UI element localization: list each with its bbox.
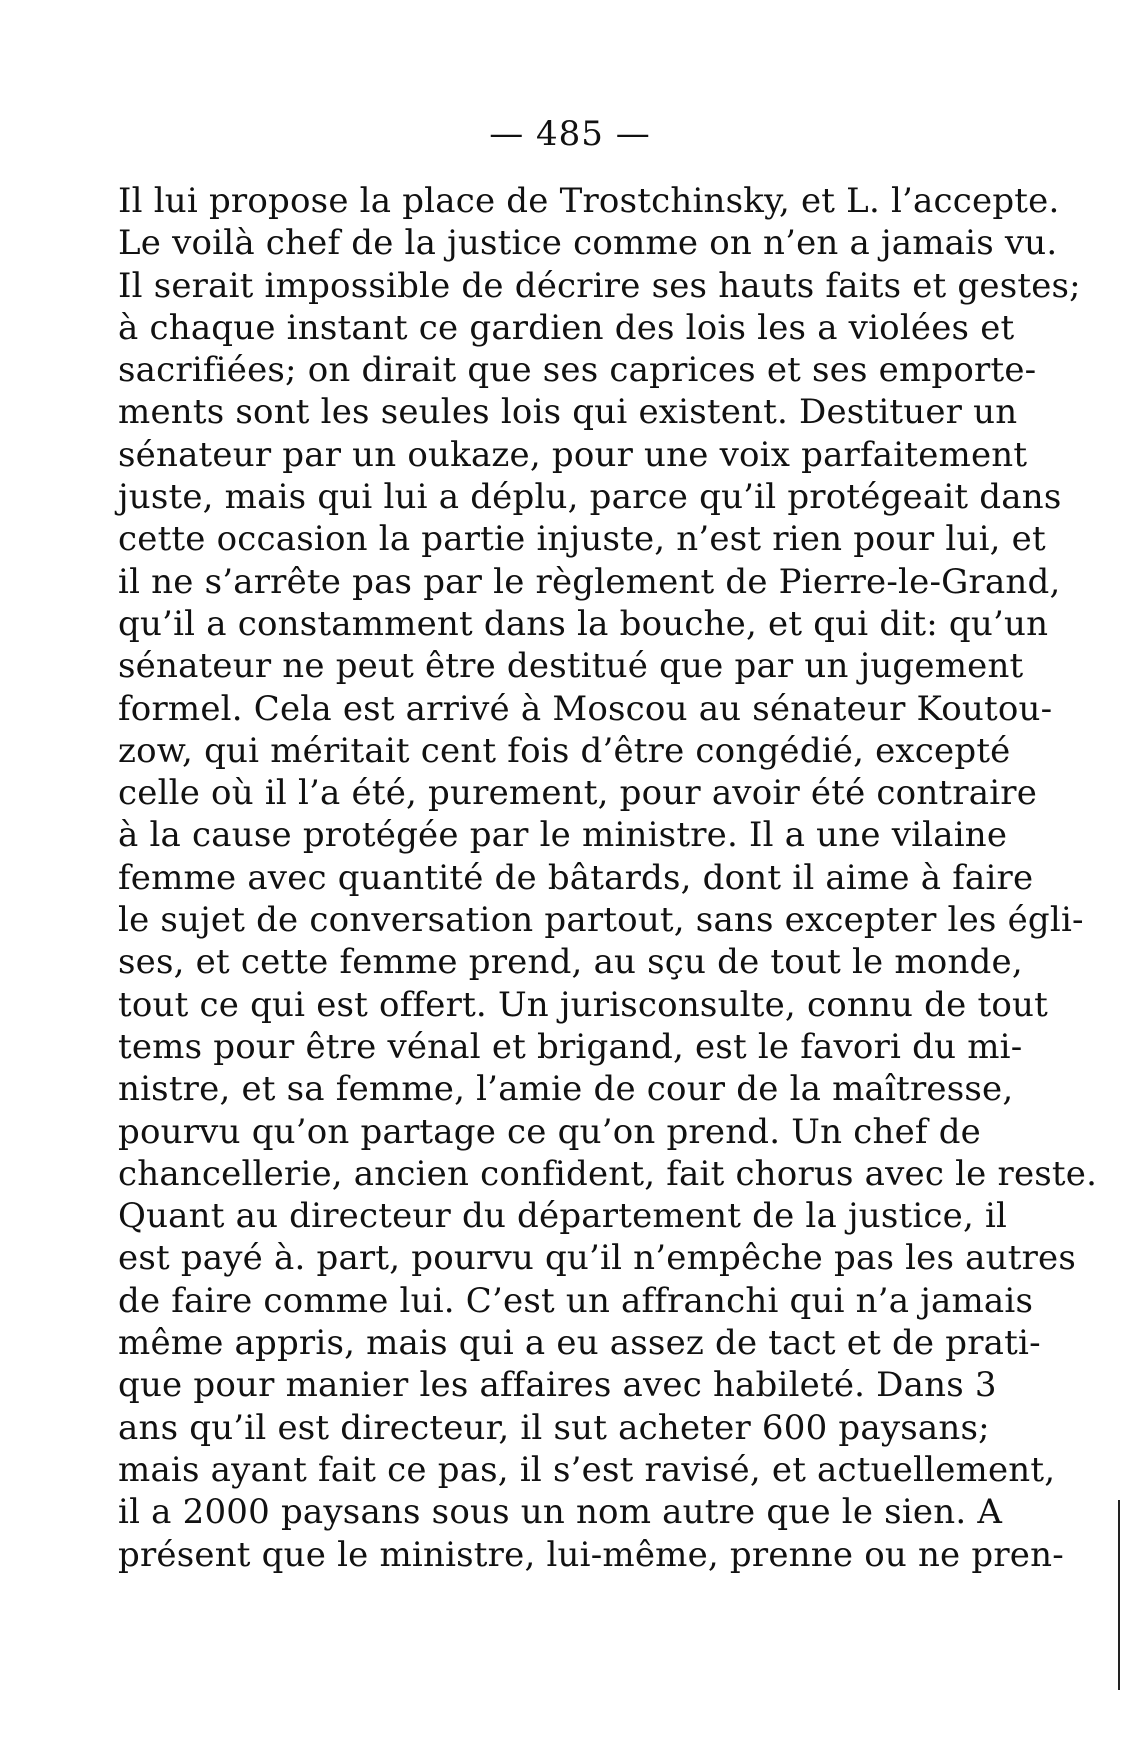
text-line: celle où il l’a été, purement, pour avoir été contraire <box>118 773 1038 814</box>
text-line: tout ce qui est offert. Un jurisconsulte, connu de tout <box>118 984 1048 1025</box>
text-line: ments sont les seules lois qui existent. Destituer un <box>118 392 1018 433</box>
text-line: Il lui propose la place de Trostchinsky, et L. l’accepte. <box>118 181 1060 221</box>
text-line: de faire comme lui. C’est un affranchi qui n’a jamais <box>118 1280 1034 1321</box>
text-line: femme avec quantité de bâtards, dont il aime à faire <box>118 857 1034 898</box>
text-line: chancellerie, ancien confident, fait chorus avec le reste. <box>118 1153 1098 1194</box>
text-line: qu’il a constamment dans la bouche, et qui dit: qu’un <box>118 603 1049 644</box>
text-line: sacrifiées; on dirait que ses caprices et ses emporte- <box>118 350 1037 391</box>
text-line: cette occasion la partie injuste, n’est rien pour lui, et <box>118 519 1046 560</box>
text-line: il a 2000 paysans sous un nom autre que le sien. A <box>118 1492 1003 1533</box>
text-line: ans qu’il est directeur, il sut acheter 600 paysans; <box>118 1407 990 1448</box>
text-line: Le voilà chef de la justice comme on n’en a jamais vu. <box>118 223 1058 264</box>
text-line: juste, mais qui lui a déplu, parce qu’il protégeait dans <box>118 477 1062 518</box>
text-line: mais ayant fait ce pas, il s’est ravisé, et actuellement, <box>118 1449 1056 1490</box>
text-line: présent que le ministre, lui-même, prenne ou ne pren- <box>118 1534 1064 1575</box>
text-line: il ne s’arrête pas par le règlement de Pierre-le-Grand, <box>118 561 1061 602</box>
text-line: à chaque instant ce gardien des lois les a violées et <box>118 307 1015 348</box>
body-text <box>118 180 1098 1576</box>
text-line: formel. Cela est arrivé à Moscou au sénateur Koutou- <box>118 688 1053 729</box>
page-number: — 485 — <box>489 114 651 154</box>
text-line: Quant au directeur du département de la justice, il <box>118 1196 1008 1237</box>
text-line: nistre, et sa femme, l’amie de cour de la maîtresse, <box>118 1069 1014 1110</box>
text-line: zow, qui méritait cent fois d’être congédié, excepté <box>118 730 1011 771</box>
text-line: tems pour être vénal et brigand, est le favori du mi- <box>118 1026 1023 1067</box>
text-line: est payé à. part, pourvu qu’il n’empêche pas les autres <box>118 1238 1077 1279</box>
text-line: sénateur ne peut être destitué que par un jugement <box>118 646 1024 687</box>
text-line: même appris, mais qui a eu assez de tact et de prati- <box>118 1323 1041 1364</box>
text-line: que pour manier les affaires avec habileté. Dans 3 <box>118 1365 997 1406</box>
text-line: sénateur par un oukaze, pour une voix parfaitement <box>118 434 1028 475</box>
text-line: à la cause protégée par le ministre. Il a une vilaine <box>118 815 1008 856</box>
text-line: Il serait impossible de décrire ses hauts faits et gestes; <box>118 265 1081 306</box>
text-line: ses, et cette femme prend, au sçu de tout le monde, <box>118 942 1023 983</box>
text-line: pourvu qu’on partage ce qu’on prend. Un chef de <box>118 1111 981 1152</box>
text-line: le sujet de conversation partout, sans excepter les égli- <box>118 900 1084 941</box>
scan-edge-mark <box>1118 1500 1120 1690</box>
